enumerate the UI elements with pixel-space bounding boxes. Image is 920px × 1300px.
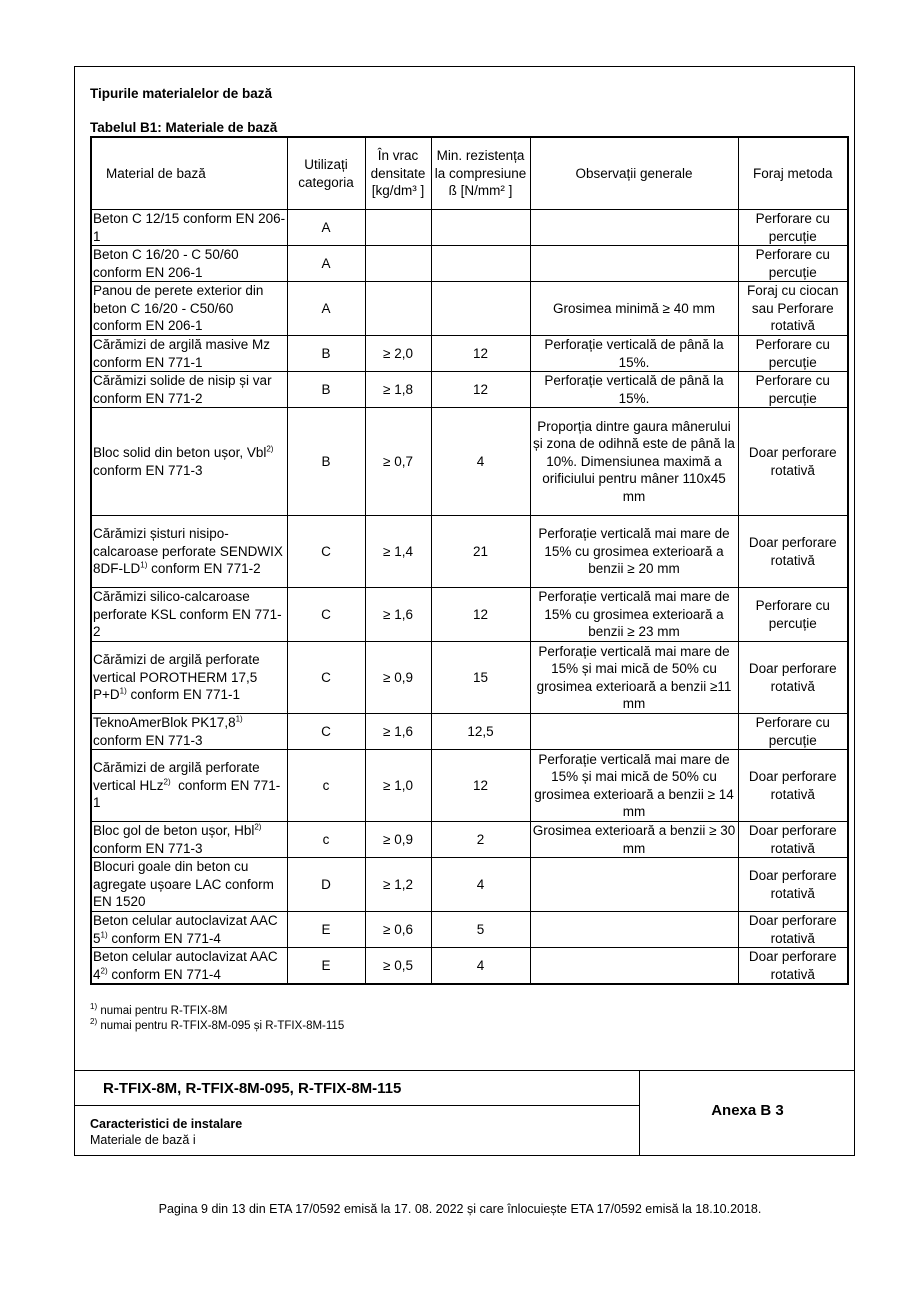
table-row <box>91 210 848 246</box>
footer-title-cell <box>74 1106 640 1156</box>
header-material: Material de bază <box>91 137 287 210</box>
cell-observations: Perforație verticală mai mare de 15% și mai mică de 50% cu grosimea exterioară a benzii ≥ 14 mm <box>530 750 738 822</box>
cell-category: B <box>287 336 365 372</box>
cell-compression: 12 <box>431 750 530 822</box>
cell-material: Cărămizi solide de nisip și var conform EN 771-2 <box>91 372 287 408</box>
cell-density: ≥ 1,0 <box>365 750 431 822</box>
cell-category: c <box>287 822 365 858</box>
cell-material: Bloc gol de beton ușor, Hbl$^{2)}$ conform EN 771-3 <box>91 822 287 858</box>
cell-drilling: Foraj cu ciocan sau Perforare rotativă <box>738 282 848 336</box>
cell-compression: 2 <box>431 822 530 858</box>
table-row <box>91 714 848 750</box>
cell-observations: Perforație verticală de până la 15%. <box>530 336 738 372</box>
table-row <box>91 822 848 858</box>
cell-compression <box>431 282 530 336</box>
cell-drilling: Doar perforare rotativă <box>738 750 848 822</box>
header-drilling: Foraj metoda <box>738 137 848 210</box>
cell-compression: 12 <box>431 336 530 372</box>
table-row <box>91 912 848 948</box>
cell-density: ≥ 1,4 <box>365 516 431 588</box>
cell-observations: Perforație verticală de până la 15%. <box>530 372 738 408</box>
cell-density: ≥ 1,8 <box>365 372 431 408</box>
cell-drilling: Doar perforare rotativă <box>738 948 848 985</box>
cell-observations <box>530 948 738 985</box>
cell-material: Cărămizi de argilă perforate vertical HLz$^{2)}$ conform EN 771-1 <box>91 750 287 822</box>
cell-drilling: Doar perforare rotativă <box>738 912 848 948</box>
cell-compression: 4 <box>431 858 530 912</box>
cell-material: TeknoAmerBlok PK17,8$^{1)}$ conform EN 771-3 <box>91 714 287 750</box>
table-row <box>91 858 848 912</box>
cell-drilling: Doar perforare rotativă <box>738 516 848 588</box>
cell-category: B <box>287 372 365 408</box>
cell-drilling: Doar perforare rotativă <box>738 822 848 858</box>
table-row <box>91 750 848 822</box>
cell-observations <box>530 210 738 246</box>
footnotes <box>90 1004 344 1034</box>
cell-observations: Perforație verticală mai mare de 15% cu grosimea exterioară a benzii ≥ 23 mm <box>530 588 738 642</box>
cell-compression: 12 <box>431 588 530 642</box>
cell-observations: Proporția dintre gaura mânerului și zona de odihnă este de până la 10%. Dimensiunea maximă a orificiului pentru mâner 110x45 mm <box>530 408 738 516</box>
cell-category: E <box>287 948 365 985</box>
cell-compression: 12 <box>431 372 530 408</box>
cell-category: A <box>287 210 365 246</box>
footer-subtitle: Materiale de bază i <box>90 1133 196 1147</box>
cell-compression: 21 <box>431 516 530 588</box>
cell-category: A <box>287 282 365 336</box>
base-materials-table <box>90 136 849 985</box>
header-category: Utilizați categoria <box>287 137 365 210</box>
cell-density: ≥ 0,6 <box>365 912 431 948</box>
table-row <box>91 336 848 372</box>
cell-category: c <box>287 750 365 822</box>
table-row <box>91 246 848 282</box>
cell-density: ≥ 0,9 <box>365 822 431 858</box>
cell-compression <box>431 246 530 282</box>
cell-material: Panou de perete exterior din beton C 16/20 - C50/60 conform EN 206-1 <box>91 282 287 336</box>
cell-drilling: Perforare cu percuție <box>738 246 848 282</box>
page-footer: Pagina 9 din 13 din ETA 17/0592 emisă la 17. 08. 2022 și care înlocuiește ETA 17/0592 emisă la 18.10.2018. <box>158 1202 762 1216</box>
cell-density: ≥ 2,0 <box>365 336 431 372</box>
cell-density: ≥ 0,9 <box>365 642 431 714</box>
cell-category: E <box>287 912 365 948</box>
cell-observations: Grosimea minimă ≥ 40 mm <box>530 282 738 336</box>
cell-density: ≥ 0,5 <box>365 948 431 985</box>
header-density: În vrac densitate [kg/dm³ ] <box>365 137 431 210</box>
cell-material: Blocuri goale din beton cu agregate ușoare LAC conform EN 1520 <box>91 858 287 912</box>
cell-drilling: Perforare cu percuție <box>738 372 848 408</box>
cell-compression: 5 <box>431 912 530 948</box>
cell-drilling: Perforare cu percuție <box>738 714 848 750</box>
cell-material: Beton celular autoclavizat AAC 5$^{1)}$ conform EN 771-4 <box>91 912 287 948</box>
cell-compression: 4 <box>431 408 530 516</box>
annex-label: Anexa B 3 <box>711 1102 784 1119</box>
cell-drilling: Perforare cu percuție <box>738 210 848 246</box>
table-row <box>91 948 848 985</box>
cell-drilling: Doar perforare rotativă <box>738 642 848 714</box>
cell-compression: 4 <box>431 948 530 985</box>
cell-material: Beton celular autoclavizat AAC 4$^{2)}$ conform EN 771-4 <box>91 948 287 985</box>
section-title: Tipurile materialelor de bază <box>90 86 273 101</box>
product-names: R-TFIX-8M, R-TFIX-8M-095, R-TFIX-8M-115 <box>103 1080 402 1097</box>
cell-material: Beton C 16/20 - C 50/60 conform EN 206-1 <box>91 246 287 282</box>
cell-observations <box>530 912 738 948</box>
cell-density <box>365 210 431 246</box>
footer-title: Caracteristici de instalare <box>90 1117 243 1131</box>
cell-category: B <box>287 408 365 516</box>
cell-material: Cărămizi șisturi nisipo-calcaroase perforate SENDWIX 8DF-LD$^{1)}$ conform EN 771-2 <box>91 516 287 588</box>
cell-category: C <box>287 642 365 714</box>
table-row <box>91 372 848 408</box>
header-observations: Observații generale <box>530 137 738 210</box>
table-row <box>91 408 848 516</box>
cell-drilling: Doar perforare rotativă <box>738 408 848 516</box>
cell-observations: Perforație verticală mai mare de 15% cu grosimea exterioară a benzii ≥ 20 mm <box>530 516 738 588</box>
cell-drilling: Perforare cu percuție <box>738 336 848 372</box>
cell-observations: Perforație verticală mai mare de 15% și mai mică de 50% cu grosimea exterioară a benzii ≥11 mm <box>530 642 738 714</box>
cell-density <box>365 282 431 336</box>
cell-material: Cărămizi silico-calcaroase perforate KSL conform EN 771-2 <box>91 588 287 642</box>
cell-category: C <box>287 516 365 588</box>
cell-density: ≥ 1,6 <box>365 588 431 642</box>
footnote-2: $^{2)}$ numai pentru R-TFIX-8M-095 și R-TFIX-8M-115 <box>90 1017 345 1032</box>
table-row <box>91 282 848 336</box>
cell-drilling: Perforare cu percuție <box>738 588 848 642</box>
cell-material: Cărămizi de argilă masive Mz conform EN 771-1 <box>91 336 287 372</box>
table-row <box>91 642 848 714</box>
cell-compression: 12,5 <box>431 714 530 750</box>
cell-observations <box>530 714 738 750</box>
cell-density: ≥ 1,2 <box>365 858 431 912</box>
footnote-1: $^{1)}$ numai pentru R-TFIX-8M <box>90 1002 228 1017</box>
table-header-row <box>91 137 848 210</box>
cell-material: Bloc solid din beton ușor, Vbl$^{2)}$ conform EN 771-3 <box>91 408 287 516</box>
cell-category: A <box>287 246 365 282</box>
cell-observations <box>530 858 738 912</box>
cell-material: Cărămizi de argilă perforate vertical POROTHERM 17,5 $P+D^{1)}$ conform EN 771-1 <box>91 642 287 714</box>
header-compression: Min. rezistența la compresiune ß [N/mm² ] <box>431 137 530 210</box>
cell-density <box>365 246 431 282</box>
cell-observations <box>530 246 738 282</box>
cell-category: C <box>287 588 365 642</box>
cell-category: C <box>287 714 365 750</box>
cell-category: D <box>287 858 365 912</box>
table-row <box>91 588 848 642</box>
cell-compression: 15 <box>431 642 530 714</box>
cell-material: Beton C 12/15 conform EN 206-1 <box>93 211 286 244</box>
cell-drilling: Doar perforare rotativă <box>738 858 848 912</box>
cell-observations: Grosimea exterioară a benzii ≥ 30 mm <box>530 822 738 858</box>
cell-density: ≥ 1,6 <box>365 714 431 750</box>
table-title: Tabelul B1: Materiale de bază <box>90 120 278 135</box>
table-row <box>91 516 848 588</box>
cell-compression <box>431 210 530 246</box>
cell-density: ≥ 0,7 <box>365 408 431 516</box>
